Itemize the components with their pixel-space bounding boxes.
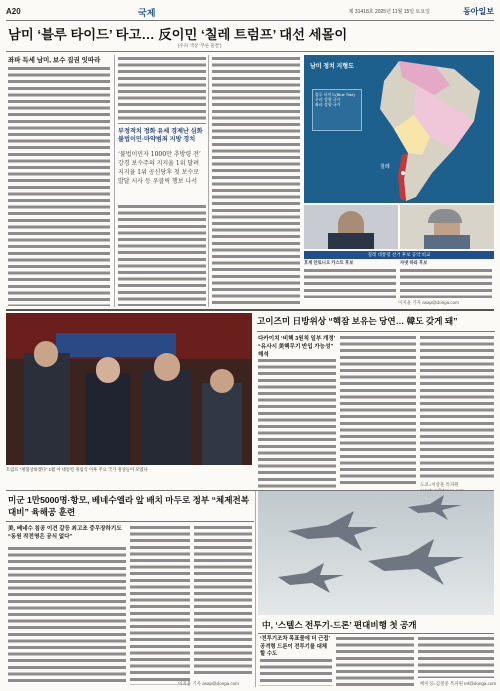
legend-item: 좌파 성향 국가 — [315, 102, 341, 107]
newspaper-logo: 동아일보 — [463, 7, 494, 16]
jets-illustration — [258, 491, 494, 615]
column-divider — [255, 491, 256, 687]
fighter-jets-photo — [258, 491, 494, 615]
candidate-left-platform — [304, 268, 396, 298]
column-divider — [208, 55, 209, 307]
story4-subhead: ‘전투기조차 목표물에 더 근접’ 공격형 드론이 전투기를 대체할 수도 — [260, 636, 330, 657]
story3-body-col1 — [8, 546, 126, 684]
story2-body-col1 — [258, 358, 336, 488]
issue-info: 제 31418호 2025년 11월 15일 토요일 — [348, 9, 430, 15]
story2-headline: 고이즈미 日방위상 “핵잠 보유는 당연… 韓도 갖게 돼” — [257, 316, 458, 326]
legend-item: 블루 타이드(Blue Tide) — [315, 92, 355, 97]
candidate-right-name: 자넷 하라 후보 — [400, 260, 428, 265]
leaders-photo — [6, 313, 252, 465]
map-country-label: 칠레 — [380, 164, 390, 170]
story3-subhead: 美, 베네수 침공 이견 갈등 최고조 중무장하기도 “동원 작전명은 공식 없다” — [8, 526, 122, 540]
divider — [6, 51, 494, 52]
story3-body-col3 — [194, 525, 252, 677]
divider — [6, 521, 254, 522]
masthead — [6, 4, 494, 21]
story4-body-col2 — [336, 636, 414, 686]
story3-headline: 미군 1만5000명·항모, 베네수엘라 앞 배치 마두로 정부 “체제전복 대비” 육해공 훈련 — [8, 495, 250, 517]
story1-credit: 이지윤 기자 asap@donga.com — [398, 300, 459, 305]
candidate-left-name: 호세 안토니오 카스트 후보 — [304, 260, 354, 265]
story4-headline: 中, ‘스텔스 전투기-드론’ 편대비행 첫 공개 — [262, 620, 417, 630]
divider — [258, 633, 494, 634]
map-graphic — [304, 55, 494, 203]
divider — [257, 331, 495, 332]
story1-body-col4 — [212, 56, 300, 306]
story1-headline: 남미 ‘블루 타이드’ 타고… 反이민 ‘칠레 트럼프’ 대선 세몰이 — [8, 27, 348, 42]
map-legend — [312, 89, 362, 131]
candidate-right-platform — [400, 268, 492, 298]
story1-quote: ‘불법이민자 1000만 추방령 전’ 강경 보수주의 지지율 1위 달려 지지율 1위 공신당후 첫 보수로 발달 시사 등 우클릭 행보 나서 — [118, 151, 201, 185]
section-name: 국제 — [138, 8, 156, 18]
story1-body-col3 — [118, 204, 206, 306]
column-divider — [114, 55, 115, 307]
story1-body-col2 — [118, 56, 206, 124]
story1-body-col1 — [8, 66, 110, 306]
story2-subhead: 다카이치 ‘비핵 3원칙 일부 개정’ “유사시 美핵무기 반입 가능성” 해석 — [258, 336, 336, 358]
divider — [6, 309, 494, 311]
story1-subhead2: 부정적치 정화 유세 경제난 심화 불법이민·마약범죄 지방 경치 — [118, 128, 203, 143]
story4-body-col3 — [418, 636, 494, 678]
page-number: A20 — [6, 7, 21, 16]
candidate-photo-right — [400, 205, 494, 249]
story1-byline: (우파 색상 ‘푸른 물결’) — [178, 43, 222, 48]
story4-byline: 베이징=김철중 특파원 tnf@donga.com — [420, 681, 497, 686]
legend-item: 우파 성향 국가 — [315, 97, 341, 102]
candidates-caption: 칠레 대통령 선거 후보 공약 비교 — [304, 251, 494, 259]
candidate-photo-left — [304, 205, 398, 249]
leaders-photo-caption: 트럼프 “재협상하겠다” 1월 이 대통령 취임식 이후 주요 국가 정상들이 모였다 — [6, 467, 148, 472]
story3-byline: 이지윤 기자 asap@donga.com — [178, 681, 239, 686]
story3-body-col2 — [130, 525, 190, 685]
story2-body-col3 — [420, 335, 494, 480]
story2-byline: 도쿄=이상훈 특파원 — [420, 482, 459, 487]
story2-body-col2 — [340, 335, 416, 488]
map-title: 남미 정치 지형도 — [310, 64, 354, 70]
story1-subhead: 좌파 득세 남미, 보수 집권 잇따라 — [8, 57, 101, 64]
story4-body-col1 — [260, 658, 332, 686]
